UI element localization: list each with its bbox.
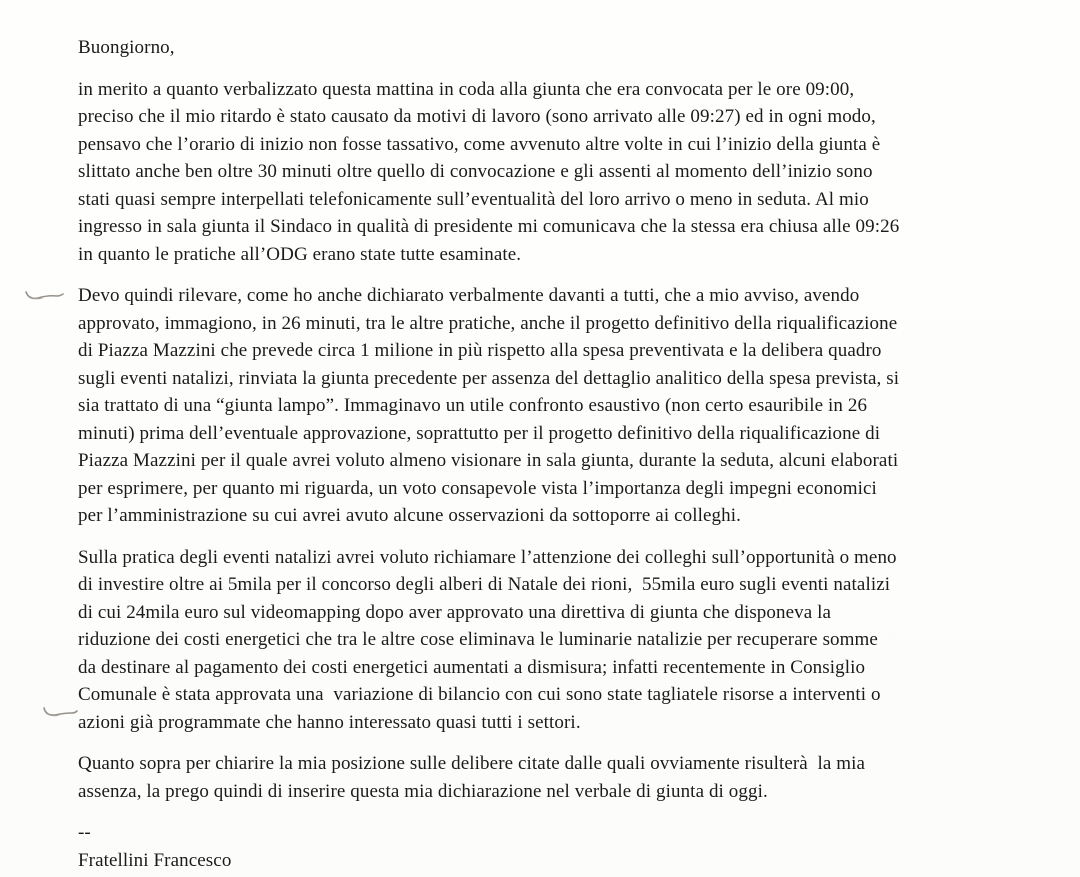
- text-line: stati quasi sempre interpellati telefonicamente sull’eventualità del loro arrivo o meno in seduta. Al mio: [78, 188, 869, 210]
- text-line: minuti) prima dell’eventuale approvazione, soprattutto per il progetto definitivo della riqualificazione di: [78, 422, 881, 444]
- text-line: azioni già programmate che hanno interessato quasi tutti i settori.: [78, 711, 581, 733]
- text-line: riduzione dei costi energetici che tra le altre cose eliminava le luminarie natalizie per recuperare somme: [78, 629, 878, 650]
- handwritten-mark-icon: [42, 704, 80, 720]
- text-line: per l’amministrazione su cui avrei avuto alcune osservazioni da sottoporre ai colleghi.: [78, 505, 741, 526]
- signature-divider: --: [78, 822, 91, 843]
- signature-name: Fratellini Francesco: [78, 849, 232, 871]
- text-line: da destinare al pagamento dei costi energetici aumentati a dismisura; infatti recentemente in Consiglio: [78, 656, 866, 678]
- letter-salutation: Buongiorno,: [78, 37, 175, 58]
- text-line: slittato anche ben oltre 30 minuti oltre quello di convocazione e gli assenti al momento dell’inizio sono: [78, 161, 873, 182]
- paragraph-conclusione: [78, 750, 1060, 805]
- text-line: Quanto sopra per chiarire la mia posizione sulle delibere citate dalle quali ovviamente risulterà la mia: [78, 753, 866, 774]
- signature-block: [78, 819, 1060, 874]
- paragraph-late-arrival: [78, 76, 1060, 269]
- text-line: approvato, immagiono, in 26 minuti, tra le altre pratiche, anche il progetto definitivo della riqualificazione: [78, 312, 898, 334]
- text-line: Sulla pratica degli eventi natalizi avrei voluto richiamare l’attenzione dei colleghi sull’opportunità o meno: [78, 546, 897, 568]
- text-line: Piazza Mazzini per il quale avrei voluto almeno visionare in sala giunta, durante la seduta, alcuni elaborati: [78, 450, 899, 471]
- text-line: di cui 24mila euro sul videomapping dopo aver approvato una direttiva di giunta che disponeva la: [78, 601, 832, 623]
- text-line: sia trattato di una “giunta lampo”. Immaginavo un utile confronto esaustivo (non certo esauribile in 26: [78, 395, 868, 416]
- text-line: ingresso in sala giunta il Sindaco in qualità di presidente mi comunicava che la stessa era chiusa alle 09:26: [78, 216, 900, 237]
- text-line: di Piazza Mazzini che prevede circa 1 milione in più rispetto alla spesa preventivata e la delibera quadro: [78, 340, 882, 361]
- text-line: Devo quindi rilevare, come ho anche dichiarato verbalmente davanti a tutti, che a mio avviso, avendo: [78, 285, 860, 306]
- text-line: assenza, la prego quindi di inserire questa mia dichiarazione nel verbale di giunta di oggi.: [78, 780, 768, 802]
- paragraph-eventi-natalizi: [78, 544, 1060, 737]
- text-line: sugli eventi natalizi, rinviata la giunta precedente per assenza del dettaglio analitico della spesa prevista, si: [78, 367, 900, 389]
- text-line: Comunale è stata approvata una variazione di bilancio con cui sono state tagliatele risorse a interventi o: [78, 684, 881, 705]
- text-line: in quanto le pratiche all’ODG erano state tutte esaminate.: [78, 243, 522, 265]
- text-line: preciso che il mio ritardo è stato causato da motivi di lavoro (sono arrivato alle 09:27) ed in ogni modo,: [78, 106, 876, 127]
- handwritten-mark-icon: [24, 288, 66, 304]
- text-line: pensavo che l’orario di inizio non fosse tassativo, come avvenuto altre volte in cui l’inizio della giunta è: [78, 133, 881, 155]
- text-line: per esprimere, per quanto mi riguarda, un voto consapevole vista l’importanza degli impegni economici: [78, 477, 877, 499]
- paragraph-giunta-lampo: [78, 282, 1060, 530]
- text-line: in merito a quanto verbalizzato questa mattina in coda alla giunta che era convocata per le ore 09:00,: [78, 78, 855, 100]
- text-line: di investire oltre ai 5mila per il concorso degli alberi di Natale dei rioni, 55mila euro sugli eventi natalizi: [78, 574, 891, 595]
